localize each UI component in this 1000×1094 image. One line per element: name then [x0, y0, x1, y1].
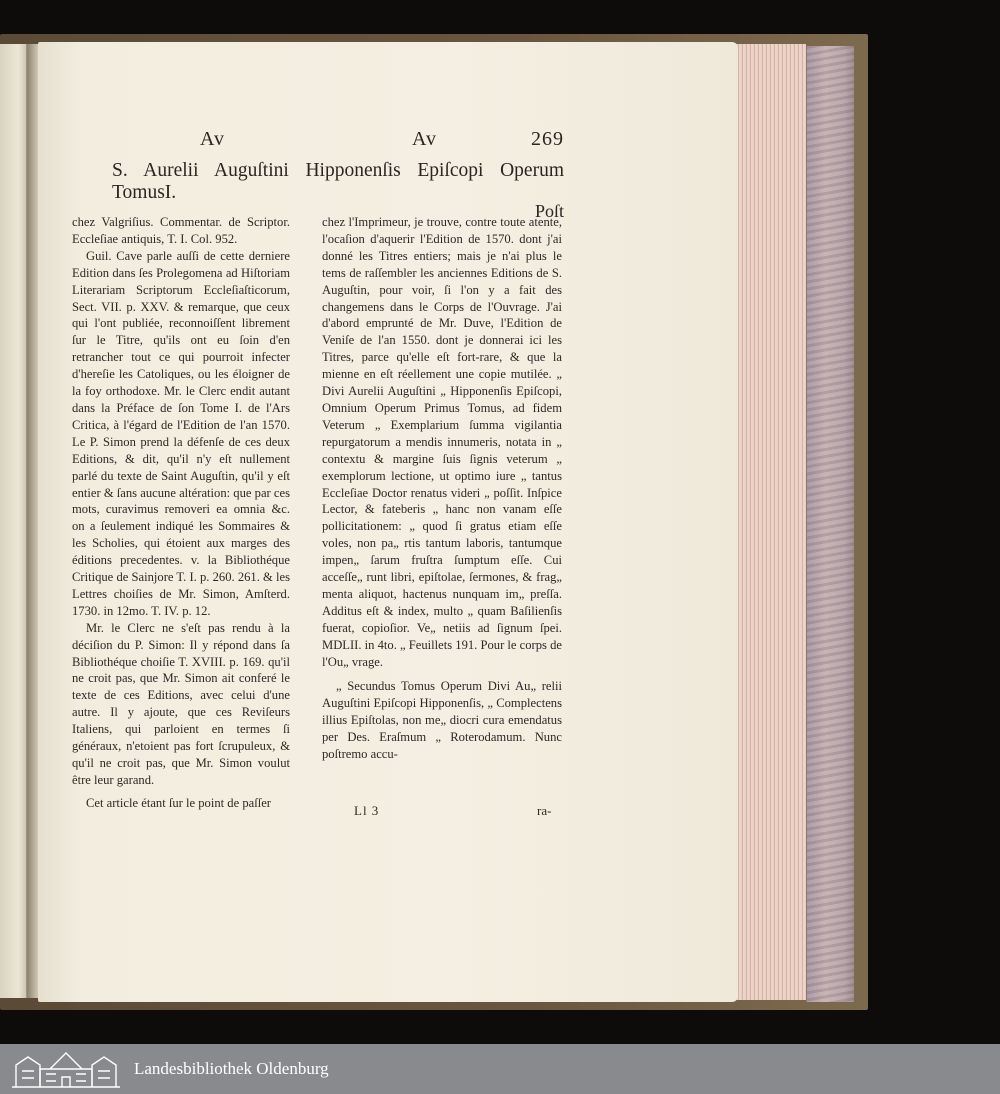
library-name: Landesbibliothek Oldenburg	[134, 1059, 329, 1078]
left-paragraph-4: Cet article étant ſur le point de paſſer	[86, 795, 271, 810]
page-edges	[736, 44, 806, 1000]
entry-title	[112, 160, 564, 220]
page-number: 269	[531, 128, 564, 150]
right-text-column	[322, 214, 562, 763]
running-head-center: Av	[412, 128, 437, 150]
signature-mark: Ll 3	[354, 803, 380, 818]
left-paragraph-1: chez Valgriſius. Commentar. de Scriptor. Eccleſiae antiquis, T. I. Col. 952.	[72, 215, 290, 246]
library-building-logo-icon	[10, 1047, 122, 1091]
right-paragraph-2: „ Secundus Tomus Operum Divi Au„ relii Auguſtini Epiſcopi Hipponenſis, „ Complectens illius Epiſtolas, non me„ diocri cura emendatus per Des. Eraſmum „ Roterodamum. Nunc poſtremo accu-	[322, 679, 562, 762]
entry-title-continuation: Poſt	[534, 201, 564, 221]
marbled-edge	[806, 46, 854, 1002]
entry-title-line: S. Aurelii Auguſtini Hipponenſis Epiſcopi Operum TomusI.	[112, 160, 564, 203]
left-text-column	[72, 214, 290, 812]
left-paragraph-3: Mr. le Clerc ne s'eſt pas rendu à la déciſion du P. Simon: Il y répond dans ſa Bibliothéque choiſie T. XVIII. p. 169. qu'il ne croit pas, que Mr. Simon ait conferé le texte de ces Editions, avec celui d'une autre. Il y ajoute, que ces Reviſeurs Italiens, qui parloient en termes ſi généraux, n'etoient pas fort ſcrupuleux, & qu'il ne croit pas, que Mr. Simon voulut être leur garand.	[72, 620, 290, 787]
right-paragraph-1: chez l'Imprimeur, je trouve, contre toute atente, l'ocaſion d'aquerir l'Edition de 1570. dont j'ai donné les Titres entiers; mais je n'ai plus le tems de raſſembler les anciennes Editions de S. Auguſtin, pour voir, ſi l'on y a fait des changemens dans le Corps de l'Ouvrage. J'ai d'abord emprunté de Mr. Duve, l'Edition de Veniſe de l'an 1550. dont je donnerai ici les Titres, parce qu'elle eſt fort-rare, & que la mienne en eſt réellement une copie mutilée. „ Divi Aurelii Auguſtini „ Hipponenſis Epiſcopi, Omnium Operum Primus Tomus, ad fidem Veterum „ Exemplarium ſumma vigilantia repurgatorum a mendis innumeris, notata in „ contextu & margine ſuis ſignis veterum „ exemplorum lectione, ut optimo iure „ tantus Eccleſiae Doctor renatus videri „ poſſit. Inſpice Lector, & fateberis „ hanc non vanam eſſe pollicitationem: „ quod ſi gratus etiam eſſe voles, non pa„ rtis tantum laboris, tantumque impen„ ſarum fruſtra ſumptum eſſe. Cui acceſſe„ runt libri, epiſtolae, ſermones, & frag„ menta aliquot, hactenus nunquam im„ preſſa. Additus eſt & index, multo „ quam Baſilienſis fuerat, copioſior. Ve„ netiis ad ſignum ſpei. MDLII. in 4to. „ Feuillets 191. Pour le corps de l'Ou„ vrage.	[322, 215, 562, 669]
library-bar	[0, 1044, 1000, 1094]
running-head-left: Av	[200, 128, 225, 150]
left-paragraph-2: Guil. Cave parle auſſi de cette derniere Edition dans ſes Prolegomena ad Hiſtoriam Literariam Scriptorum Eccleſiaſticorum, Sect. VII. p. XXV. & remarque, que ceux qui l'ont publiée, reconnoiſſent librement ſur le Titre, qu'ils ont eu ſoin d'en retrancher tout ce qui pourroit infecter d'hereſie les Catoliques, ou les éloigner de la foy orthodoxe. Mr. le Clerc endit autant dans la Préface de ſon Tome I. de l'Ars Critica, à l'égard de l'Edition de l'an 1570. Le P. Simon prend la défenſe de ces deux Editions, & dit, qu'il n'y eſt nullement parlé du texte de Saint Auguſtin, qu'il y eſt entier & ſans aucune altération: que par ces mots, curavimus removeri ea omnia &c. on a ſeulement indiqué les Sommaires & les Scholies, qui étoient aux marges des éditions precedentes. v. la Bibliothéque Critique de Sainjore T. I. p. 260. 261. & les Lettres choiſies de Mr. Simon, Amſterd. 1730. in 12mo. T. IV. p. 12.	[72, 248, 290, 618]
left-page-edge	[0, 44, 27, 998]
catchword: ra-	[537, 803, 552, 818]
